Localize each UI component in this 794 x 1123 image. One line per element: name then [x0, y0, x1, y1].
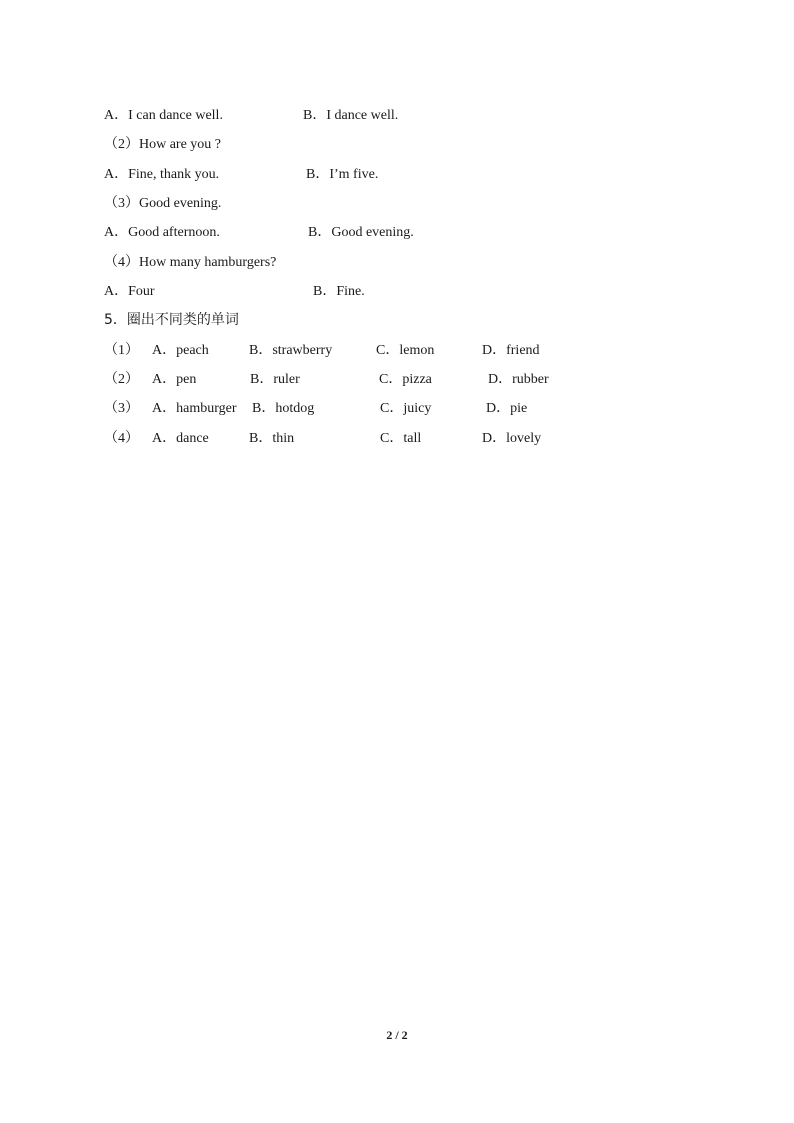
option-a: A．hamburger: [152, 401, 237, 416]
row-number: （4）: [104, 431, 139, 446]
option-c: C．pizza: [379, 372, 432, 387]
q4-2-option-b: B．I’m five.: [306, 167, 379, 182]
q4-3-option-a: A．Good afternoon.: [104, 225, 220, 240]
option-a: A．pen: [152, 372, 197, 387]
option-b: B．strawberry: [249, 343, 333, 358]
page-number: 2 / 2: [386, 1028, 408, 1042]
q4-3-option-b: B．Good evening.: [308, 225, 414, 240]
q4-1-option-b: B．I dance well.: [303, 108, 399, 123]
option-d: D．friend: [482, 343, 540, 358]
q4-2-prompt: （2）How are you ?: [104, 137, 222, 152]
option-b: B．hotdog: [252, 401, 315, 416]
option-d: D．pie: [486, 401, 528, 416]
option-a: A．dance: [152, 431, 209, 446]
row-number: （1）: [104, 343, 139, 358]
q4-4-option-a: A．Four: [104, 284, 155, 299]
q4-2-option-a: A．Fine, thank you.: [104, 167, 220, 182]
option-d: D．lovely: [482, 431, 542, 446]
option-b: B．thin: [249, 431, 295, 446]
q4-4-option-b: B．Fine.: [313, 284, 365, 299]
option-a: A．peach: [152, 343, 209, 358]
q4-1-option-a: A．I can dance well.: [104, 108, 223, 123]
row-number: （3）: [104, 401, 139, 416]
row-number: （2）: [104, 372, 139, 387]
option-b: B．ruler: [250, 372, 300, 387]
option-d: D．rubber: [488, 372, 549, 387]
option-c: C．juicy: [380, 401, 432, 416]
q4-3-prompt: （3）Good evening.: [104, 196, 222, 211]
option-c: C．lemon: [376, 343, 435, 358]
option-c: C．tall: [380, 431, 422, 446]
section-5-heading: 5．圈出不同类的单词: [104, 312, 239, 328]
q4-4-prompt: （4）How many hamburgers?: [104, 255, 277, 270]
